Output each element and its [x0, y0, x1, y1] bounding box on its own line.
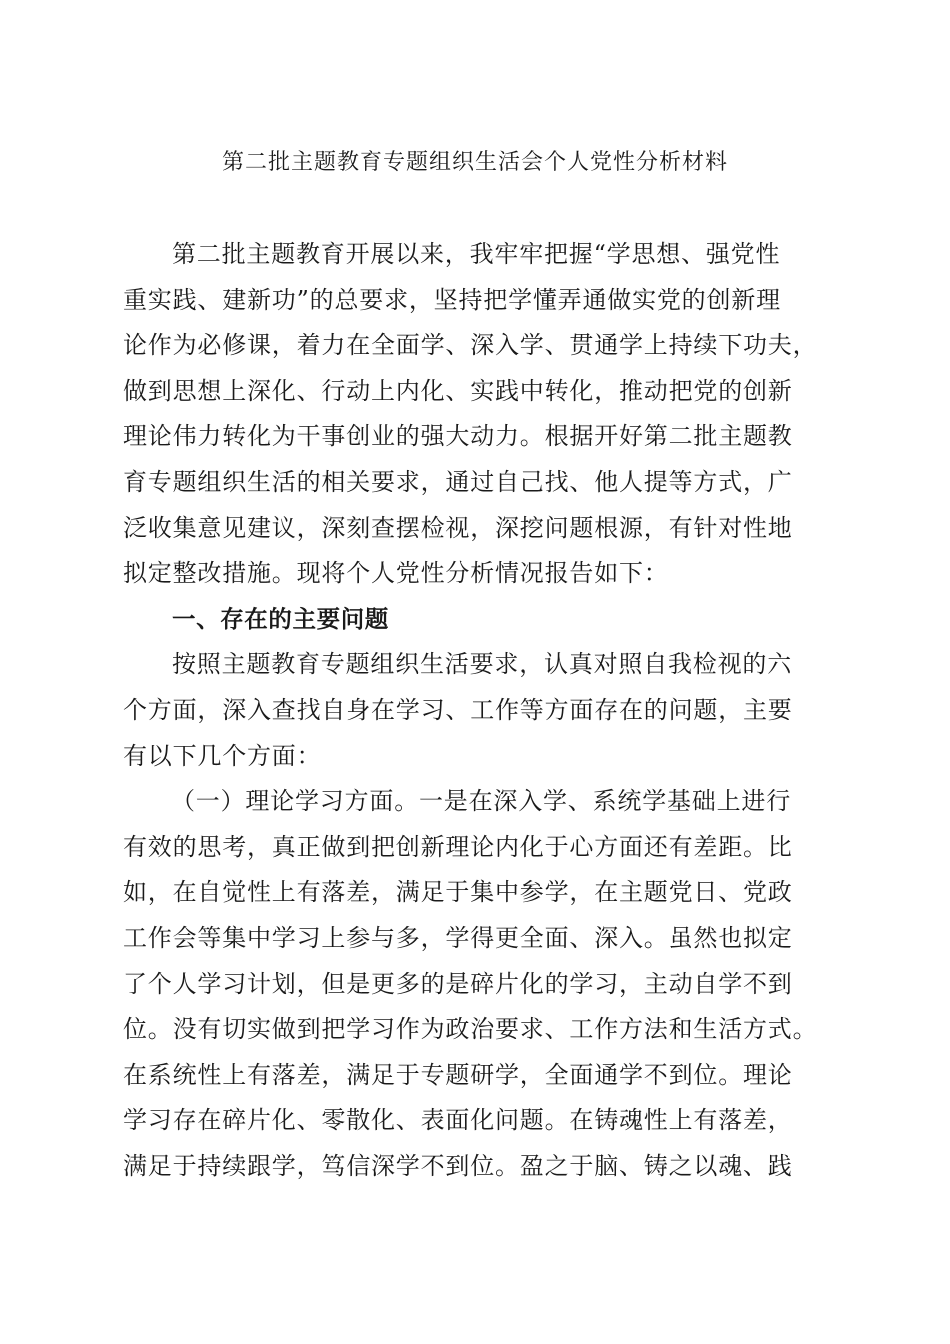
- document-title: 第二批主题教育专题组织生活会个人党性分析材料: [221, 150, 728, 175]
- paragraph-line: 如，在自觉性上有落差，满足于集中参学，在主题党日、党政: [123, 878, 793, 907]
- paragraph-line: 有效的思考，真正做到把创新理论内化于心方面还有差距。比: [123, 832, 793, 861]
- subsection-line: （一）理论学习方面。一是在深入学、系统学基础上进行: [171, 787, 791, 816]
- paragraph-line: 第二批主题教育开展以来，我牢牢把握“学思想、强党性: [172, 240, 781, 268]
- paragraph-line: 位。没有切实做到把学习作为政治要求、工作方法和生活方式。: [123, 1015, 818, 1044]
- paragraph-line: 按照主题教育专题组织生活要求，认真对照自我检视的六: [172, 650, 792, 679]
- section-heading: 一、存在的主要问题: [172, 604, 389, 633]
- document-body: [123, 232, 829, 1189]
- paragraph-line: 个方面，深入查找自身在学习、工作等方面存在的问题，主要: [123, 695, 793, 724]
- paragraph-line: 泛收集意见建议，深刻查摆检视，深挖问题根源，有针对性地: [123, 513, 793, 542]
- paragraph-line: 满足于持续跟学，笃信深学不到位。盈之于脑、铸之以魂、践: [123, 1151, 793, 1180]
- paragraph-line: 了个人学习计划，但是更多的是碎片化的学习，主动自学不到: [123, 969, 793, 998]
- paragraph-line: 重实践、建新功”的总要求，坚持把学懂弄通做实党的创新理: [123, 285, 781, 314]
- paragraph-line: 论作为必修课，着力在全面学、深入学、贯通学上持续下功夫，: [123, 331, 818, 360]
- paragraph-line: 拟定整改措施。现将个人党性分析情况报告如下：: [123, 559, 669, 588]
- paragraph-line: 工作会等集中学习上参与多，学得更全面、深入。虽然也拟定: [123, 923, 793, 952]
- paragraph-line: 理论伟力转化为干事创业的强大动力。根据开好第二批主题教: [123, 422, 793, 451]
- paragraph-line: 在系统性上有落差，满足于专题研学，全面通学不到位。理论: [123, 1060, 793, 1089]
- paragraph-line: 学习存在碎片化、零散化、表面化问题。在铸魂性上有落差，: [123, 1106, 793, 1135]
- paragraph-line: 做到思想上深化、行动上内化、实践中转化，推动把党的创新: [123, 376, 793, 405]
- paragraph-line: 有以下几个方面：: [123, 741, 322, 770]
- paragraph-line: 育专题组织生活的相关要求，通过自己找、他人提等方式，广: [123, 467, 793, 496]
